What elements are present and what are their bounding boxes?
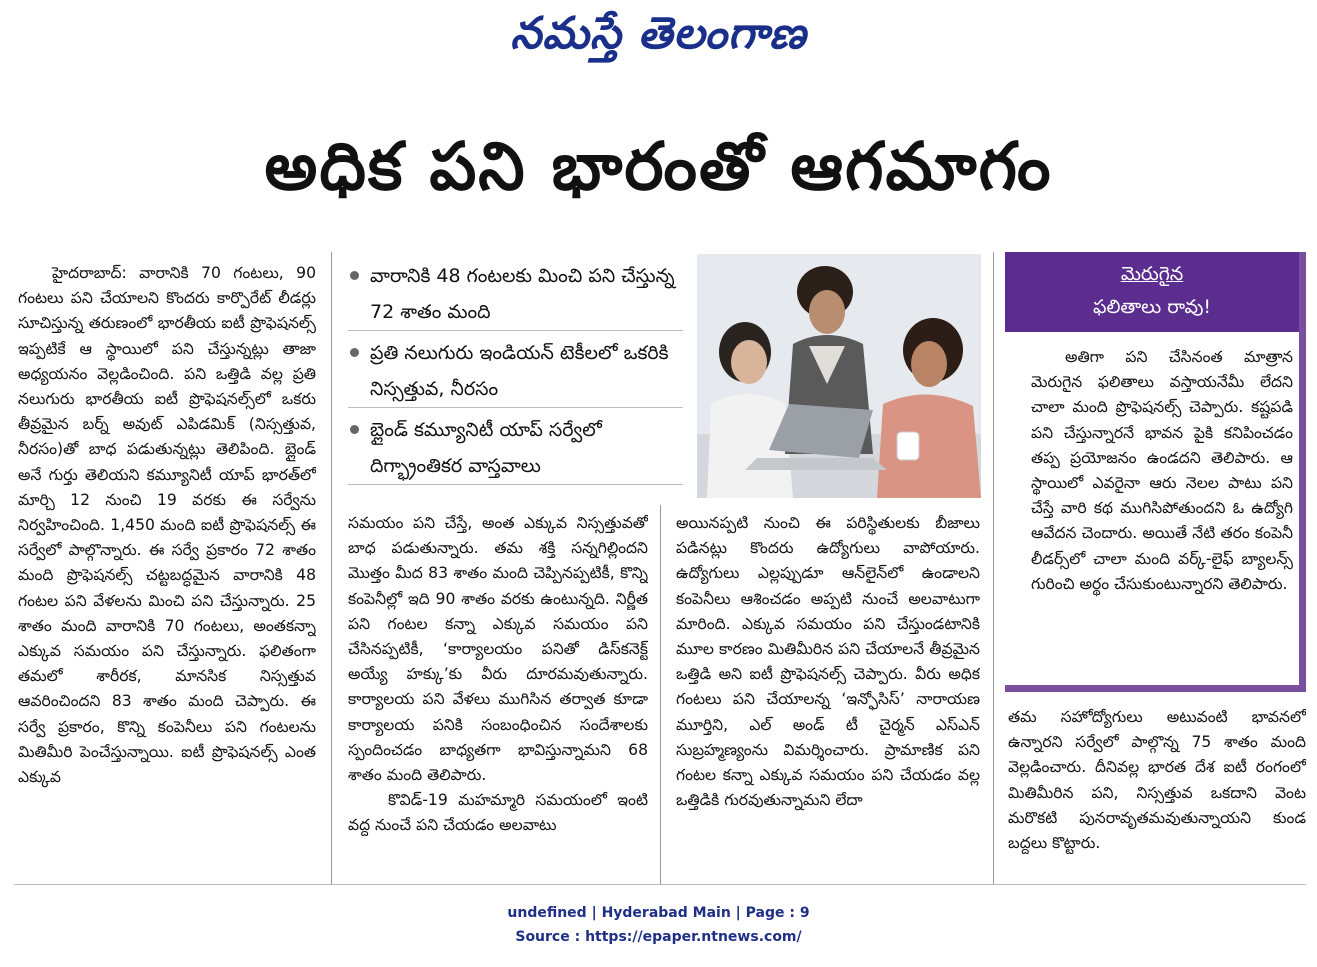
highlight-item	[348, 412, 683, 485]
photo-illustration	[697, 254, 981, 498]
column-4-text: తమ సహోద్యోగులు అటువంటి భావనలో ఉన్నారని సర్వేలో పాల్గొన్న 75 శాతం మంది వెల్లడించారు. దీనివల్ల భారత దేశ ఐటీ రంగంలో మితిమీరిన పని, నిస్సత్తువ ఒకదాని వెంట మరొకటి పునరావృతమవుతున్నాయని కుండ బద్దలు కొట్టారు.	[1008, 708, 1306, 853]
footer-source: Source : https://epaper.ntnews.com/	[515, 929, 802, 945]
article-column-3	[676, 511, 980, 878]
highlight-item	[348, 335, 683, 408]
article-column-2	[348, 511, 648, 878]
highlight-item	[348, 258, 683, 331]
article-column-1	[18, 261, 316, 878]
highlights-list	[348, 258, 683, 489]
footer-page-info: undefined | Hyderabad Main | Page : 9	[507, 905, 810, 921]
sidebar-box-title	[1005, 252, 1299, 332]
sidebar-box	[1005, 252, 1306, 692]
column-divider	[993, 252, 994, 884]
office-workers-photo	[697, 254, 981, 498]
sidebar-title-line-1: మెరుగైన	[1120, 263, 1184, 285]
sidebar-box-text: అతిగా పని చేసినంత మాత్రాన మెరుగైన ఫలితాలు వస్తాయనేమీ లేదని చాలా మంది ప్రొఫెషనల్స్ చెప్పారు. కష్టపడి పని చేస్తున్నారనే భావన పైకి కనిపించడం తప్ప ప్రయోజనం ఉండదని తెలిపారు. ఆ స్థాయిలో ఎవరైనా ఆరు నెలల పాటు పని చేస్తే వారి కథ ముగిసిపోతుందని ఓ ఉద్యోగి ఆవేదన చెందారు. అయితే నేటి తరం కంపెనీ లీడర్స్‌లో చాలా మంది వర్క్-లైఫ్ బ్యాలన్స్ గురించి అర్థం చేసుకుంటున్నారని తెలిపారు.	[1031, 348, 1293, 593]
sidebar-title-line-2: ఫలితాలు రావు!	[1092, 296, 1212, 318]
column-3-text: అయినప్పటి నుంచి ఈ పరిస్థితులకు బీజాలు పడినట్లు కొందరు ఉద్యోగులు వాపోయారు. ఉద్యోగులు ఎల్లప్పుడూ ఆన్‌లైన్‌లో ఉండాలని కంపెనీలు ఆశించడం అప్పటి నుంచే అలవాటుగా మారింది. ఎక్కువ సమయం పని చేస్తుండటానికి మూల కారణం మితిమీరిన పని చేయాలనే తీవ్రమైన ఒత్తిడి అని ఐటీ ప్రొఫెషనల్స్ చెప్పారు. వీరు అధిక గంటలు పని చేయాలన్న ‘ఇన్ఫోసిస్’ నారాయణ మూర్తిని, ఎల్ అండ్ టీ చైర్మన్ ఎస్ఎన్ సుబ్రహ్మణ్యంను విమర్శించారు. ప్రామాణిక పని గంటల కన్నా ఎక్కువ సమయం పని చేయడం వల్ల ఒత్తిడికి గురవుతున్నామని లేదా	[676, 514, 980, 810]
column-divider	[660, 505, 661, 884]
page-headline: అధిక పని భారంతో ఆగమాగం	[264, 128, 1053, 205]
bottom-rule	[14, 884, 1306, 885]
highlight-text: వారానికి 48 గంటలకు మించి పని చేస్తున్న 72 శాతం మంది	[370, 265, 675, 323]
article-column-4	[1008, 705, 1306, 878]
column-divider	[331, 252, 332, 884]
highlight-text: ప్రతి నలుగురు ఇండియన్ టెకీలలో ఒకరికి నిస్సత్తువ, నీరసం	[370, 342, 669, 400]
highlight-text: బ్లైండ్ కమ్యూనిటీ యాప్ సర్వేలో దిగ్భ్రాంతికర వాస్తవాలు	[370, 419, 602, 477]
column-2-text: సమయం పని చేస్తే, అంత ఎక్కువ నిస్సత్తువతో బాధ పడుతున్నారు. తమ శక్తి సన్నగిల్లిందని మొత్తం మీద 83 శాతం మంది చెప్పినప్పటికీ, కొన్ని కంపెనీల్లో ఇది 90 శాతం వరకు ఉంటున్నది. నిర్ణీత పని గంటల కన్నా ఎక్కువ సమయం పని చేసినప్పటికీ, ‘కార్యాలయం పనితో డిస్‌కనెక్ట్ అయ్యే హక్కు’కు వీరు దూరమవుతున్నారు. కార్యాలయ పని వేళలు ముగిసిన తర్వాత కూడా కార్యాలయ పనికి సంబంధించిన సందేశాలకు స్పందించడం బాధ్యతగా భావిస్తున్నామని 68 శాతం మంది తెలిపారు.	[348, 514, 648, 785]
column-1-text: హైదరాబాద్: వారానికి 70 గంటలు, 90 గంటలు పని చేయాలని కొందరు కార్పొరేట్ లీడర్లు సూచిస్తున్న తరుణంలో భారతీయ ఐటీ ప్రొఫెషనల్స్ ఇప్పటికే ఆ స్థాయిలో పని చేస్తున్నట్లు తాజా అధ్యయనం వెల్లడించింది. పని ఒత్తిడి వల్ల ప్రతి నలుగురు భారతీయ ఐటీ ప్రొఫెషనల్స్‌లో ఒకరు తీవ్రమైన బర్న్ అవుట్ ఎపిడమిక్ (నిస్సత్తువ, నీరసం)తో బాధ పడుతున్నట్లు తెలిపింది. బ్లైండ్ అనే గుర్తు తెలియని కమ్యూనిటీ యాప్ భారత్‌లో మార్చి 12 నుంచి 19 వరకు ఈ సర్వేను నిర్వహించింది. 1,450 మంది ఐటీ ప్రొఫెషనల్స్ ఈ సర్వేలో పాల్గొన్నారు. ఈ సర్వే ప్రకారం 72 శాతం మంది ప్రొఫెషనల్స్ చట్టబద్ధమైన వారానికి 48 గంటల పని వేళలను మించి పని చేస్తున్నారు. 25 శాతం మంది వారానికి 70 గంటలు, అంతకన్నా ఎక్కువ సమయం పని చేస్తున్నారు. ఫలితంగా తమలో శారీరక, మానసిక నిస్సత్తువ ఆవరించిందని 83 శాతం మంది చెప్పారు. ఈ సర్వే ప్రకారం, కొన్ని కంపెనీలు పని గంటలను మితిమీరి పెంచేస్తున్నాయి. ఐటీ ప్రొఫెషనల్స్ ఎంత ఎక్కువ	[18, 264, 316, 787]
masthead-logo: నమస్తే తెలంగాణ	[510, 8, 807, 59]
column-2-text-continued: కొవిడ్-19 మహమ్మారి సమయంలో ఇంటి వద్ద నుంచే పని చేయడం అలవాటు	[348, 791, 648, 835]
